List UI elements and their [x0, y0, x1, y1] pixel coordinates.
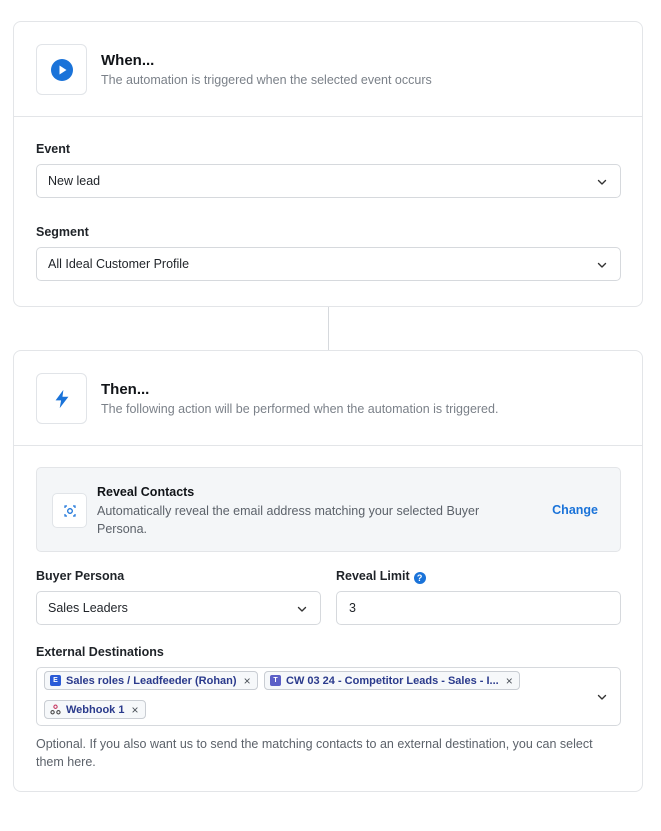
action-summary [36, 467, 621, 552]
destination-chip [264, 671, 520, 690]
buyer-persona-value: Sales Leaders [48, 601, 128, 615]
external-destinations-select[interactable] [36, 667, 621, 726]
action-title: Reveal Contacts [97, 485, 195, 499]
destination-chip-label: CW 03 24 - Competitor Leads - Sales - I... [286, 674, 499, 687]
reveal-limit-value: 3 [349, 601, 356, 615]
segment-select[interactable] [36, 247, 621, 281]
action-description: Automatically reveal the email address matching your selected Buyer Persona. [97, 504, 480, 536]
chevron-down-icon [296, 603, 308, 615]
webhook-icon [50, 704, 61, 715]
reveal-limit-label-text: Reveal Limit [336, 569, 410, 583]
leadfeeder-icon: E [50, 675, 61, 686]
when-header [14, 22, 642, 117]
chevron-down-icon [596, 691, 608, 703]
destination-chip [44, 671, 258, 690]
reveal-limit-input[interactable] [336, 591, 621, 625]
destination-chip-label: Sales roles / Leadfeeder (Rohan) [66, 674, 237, 687]
then-header [14, 351, 642, 446]
help-icon[interactable]: ? [414, 572, 426, 584]
chevron-down-icon [596, 176, 608, 188]
play-icon [50, 58, 74, 82]
destination-chip-label: Webhook 1 [66, 703, 125, 716]
reveal-limit-label [336, 569, 426, 584]
destination-chip [44, 700, 146, 719]
when-card [13, 21, 643, 307]
destinations-helper-text: Optional. If you also want us to send the matching contacts to an external destination, you can select them here. [36, 737, 593, 769]
chevron-down-icon [596, 259, 608, 271]
teams-icon: T [270, 675, 281, 686]
then-title: Then... [101, 381, 150, 398]
remove-chip-icon[interactable]: × [505, 673, 513, 688]
segment-label: Segment [36, 225, 89, 239]
then-subtitle: The following action will be performed when the automation is triggered. [101, 402, 499, 416]
play-icon-box [36, 44, 87, 95]
reveal-icon-box [52, 493, 87, 528]
when-title: When... [101, 52, 155, 69]
buyer-persona-select[interactable] [36, 591, 321, 625]
lightning-icon [51, 388, 73, 410]
change-action-link[interactable]: Change [552, 503, 598, 517]
external-destinations-label: External Destinations [36, 645, 164, 659]
buyer-persona-label: Buyer Persona [36, 569, 125, 583]
reveal-contacts-icon [62, 503, 78, 519]
flow-connector [328, 307, 329, 350]
event-select[interactable] [36, 164, 621, 198]
lightning-icon-box [36, 373, 87, 424]
event-value: New lead [48, 174, 101, 188]
then-card [13, 350, 643, 792]
segment-value: All Ideal Customer Profile [48, 257, 190, 271]
remove-chip-icon[interactable]: × [243, 673, 251, 688]
event-label: Event [36, 142, 71, 156]
remove-chip-icon[interactable]: × [131, 702, 139, 717]
when-subtitle: The automation is triggered when the selected event occurs [101, 73, 432, 87]
